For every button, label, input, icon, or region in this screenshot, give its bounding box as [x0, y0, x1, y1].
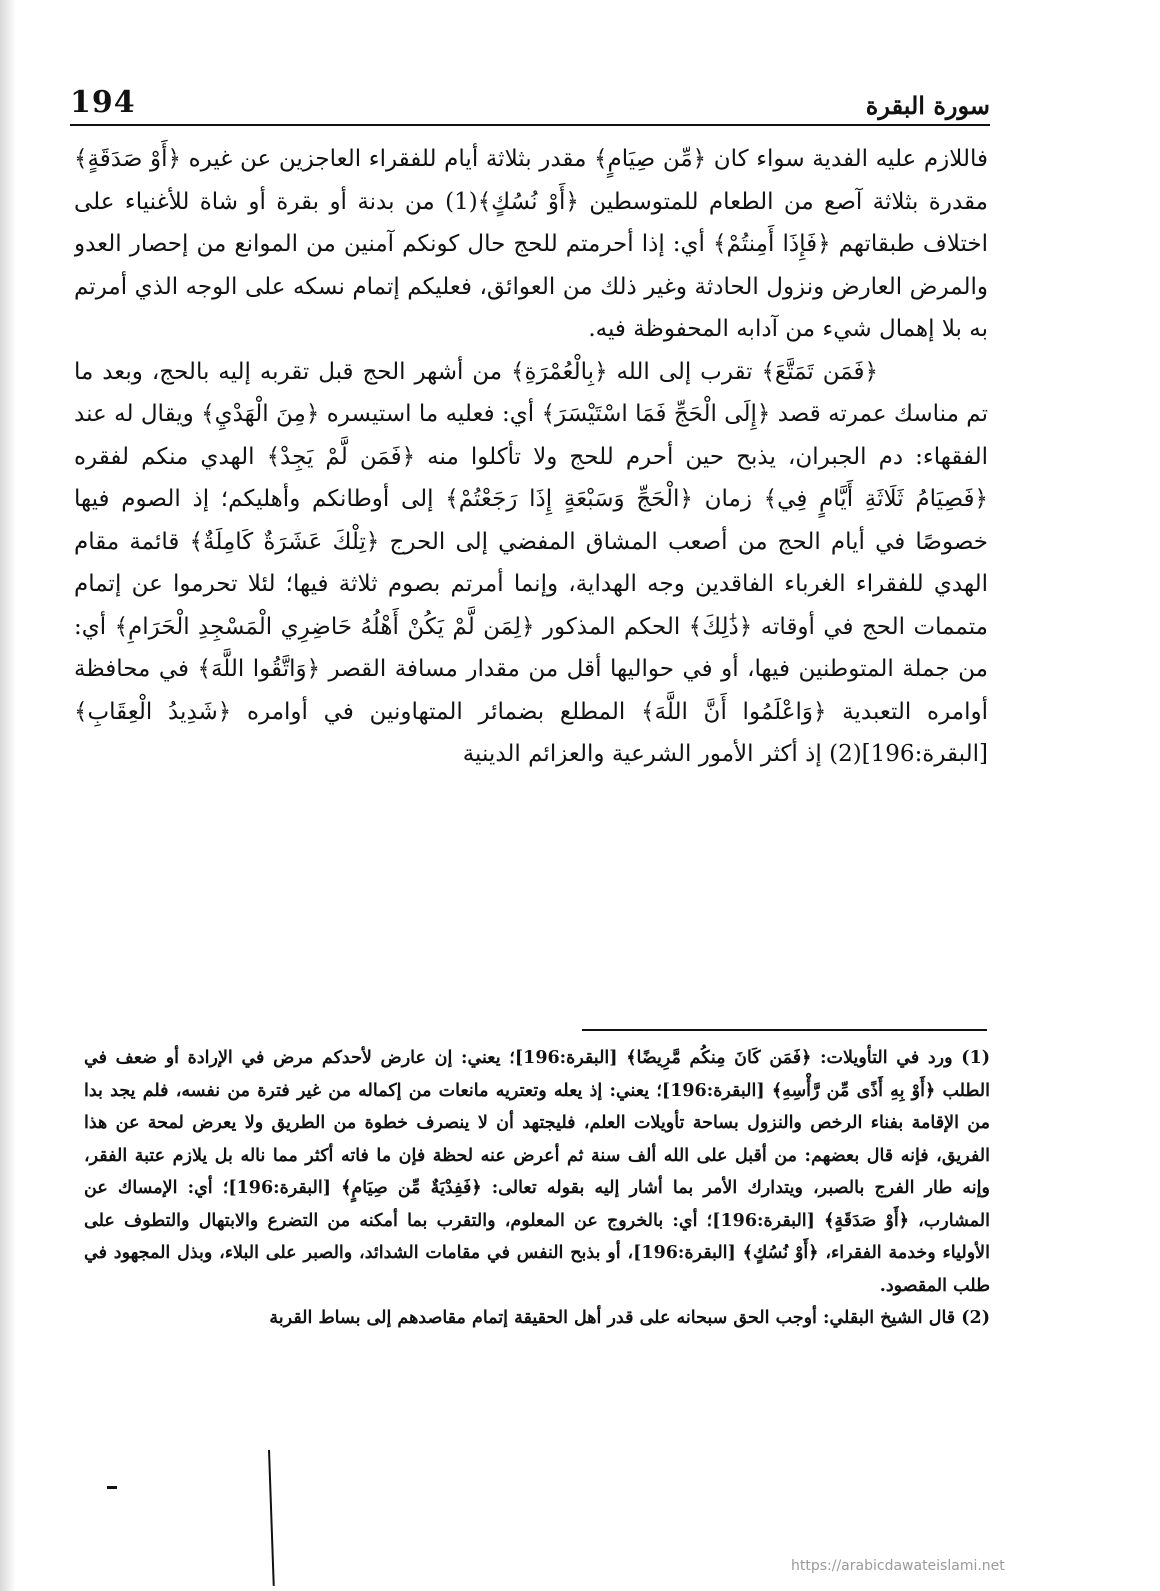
body-paragraph-1: فاللازم عليه الفدية سواء كان ﴿مِّن صِيَامٍ﴾ مقدر بثلاثة أيام للفقراء العاجزين عن غيره ﴿أَوْ صَدَقَةٍ﴾ مقدرة بثلاثة آصع من الطعام للمتوسطين ﴿أَوْ نُسُكٍ﴾(1) من بدنة أو بقرة أو شاة للأغنياء على اختلاف طبقاتهم ﴿فَإِذَا أَمِنتُمْ﴾ أي: إذا أحرمتم للحج حال كونكم آمنين من الموانع من إحصار العدو والمرض العارض ونزول الحادثة وغير ذلك من العوائق، فعليكم إتمام نسكه على الوجه الذي أمرتم به بلا إهمال شيء من آدابه المحفوظة فيه. — [74, 146, 988, 342]
footnote-1-text: ورد في التأويلات: ﴿فَمَن كَانَ مِنكُم مَّرِيضًا﴾ [البقرة:196]؛ يعني: إن عارض لأحدكم مرض في الإرادة أو ضعف في الطلب ﴿أَوْ بِهِ أَذًى مِّن رَّأْسِهِ﴾ [البقرة:196]؛ يعني: إذ يعله وتعتريه مانعات من إكماله من غير فترة من نفسه، فلم يجد بدا من الإقامة بفناء الرخص والنزول بساحة تأويلات العلم، فليجتهد أن لا ينصرف خطوة من الطريق ولا يعرض لمحة عن هذا الفريق، فإنه قال بعضهم: من أقبل على الله ألف سنة ثم أعرض عنه لحظة فإن ما فاته أكثر مما ناله بل يلازم عتبة الفقر، وإنه طار الفرج بالصبر، ويتدارك الأمر بما أشار إليه بقوله تعالى: ﴿فَفِدْيَةٌ مِّن صِيَامٍ﴾ [البقرة:196]؛ أي: الإمساك عن المشارب، ﴿أَوْ صَدَقَةٍ﴾ [البقرة:196]؛ أي: بالخروج عن المعلوم، والتقرب بما أمكنه من التضرع والابتهال والتطوف على الأولياء وخدمة الفقراء، ﴿أَوْ نُسُكٍ﴾ [البقرة:196]، أو بذبح النفس في مقامات الشدائد، والصبر على البلاء، وبذل المجهود في طلب المقصود. — [84, 1048, 990, 1296]
footnote-1 — [84, 1042, 990, 1302]
header-divider — [70, 124, 990, 126]
footnote-2-text: قال الشيخ البقلي: أوجب الحق سبحانه على قدر أهل الحقيقة إتمام مقاصدهم إلى بساط القربة — [269, 1308, 956, 1328]
footnote-2 — [84, 1302, 990, 1335]
footnote-2-number: (2) — [961, 1308, 990, 1328]
footnote-1-number: (1) — [961, 1048, 990, 1068]
scan-edge-shadow — [0, 0, 16, 1591]
page-number: 194 — [70, 85, 136, 120]
body-paragraph-2: ﴿فَمَن تَمَتَّعَ﴾ تقرب إلى الله ﴿بِالْعُمْرَةِ﴾ من أشهر الحج قبل تقربه إليه بالحج، وبعد ما تم مناسك عمرته قصد ﴿إِلَى الْحَجِّ فَمَا اسْتَيْسَرَ﴾ أي: فعليه ما استيسره ﴿مِنَ الْهَدْيِ﴾ ويقال له عند الفقهاء: دم الجبران، يذبح حين أحرم للحج ولا تأكلوا منه ﴿فَمَن لَّمْ يَجِدْ﴾ الهدي منكم لفقره ﴿فَصِيَامُ ثَلَاثَةِ أَيَّامٍ فِي﴾ زمان ﴿الْحَجِّ وَسَبْعَةٍ إِذَا رَجَعْتُمْ﴾ إلى أوطانكم وأهليكم؛ إذ الصوم فيها خصوصًا في أيام الحج من أصعب المشاق المفضي إلى الحرج ﴿تِلْكَ عَشَرَةٌ كَامِلَةٌ﴾ قائمة مقام الهدي للفقراء الغرباء الفاقدين وجه الهداية، وإنما أمرتم بصوم ثلاثة فيها؛ لئلا تحرموا عن إتمام متممات الحج في أوقاته ﴿ذَٰلِكَ﴾ الحكم المذكور ﴿لِمَن لَّمْ يَكُنْ أَهْلُهُ حَاضِرِي الْمَسْجِدِ الْحَرَامِ﴾ أي: من جملة المتوطنين فيها، أو في حواليها أقل من مقدار مسافة القصر ﴿وَاتَّقُوا اللَّهَ﴾ في محافظة أوامره التعبدية ﴿وَاعْلَمُوا أَنَّ اللَّهَ﴾ المطلع بضمائر المتهاونين في أوامره ﴿شَدِيدُ الْعِقَابِ﴾ [البقرة:196](2) إذ أكثر الأمور الشرعية والعزائم الدينية — [74, 358, 988, 767]
main-text — [74, 138, 988, 998]
footnote-divider — [582, 1029, 987, 1031]
source-watermark: https://arabicdawateislami.net — [791, 1558, 1005, 1574]
footnotes — [84, 1042, 990, 1482]
page-header — [70, 68, 990, 120]
surah-title: سورة البقرة — [865, 91, 990, 120]
scan-dash-mark — [107, 1486, 117, 1489]
